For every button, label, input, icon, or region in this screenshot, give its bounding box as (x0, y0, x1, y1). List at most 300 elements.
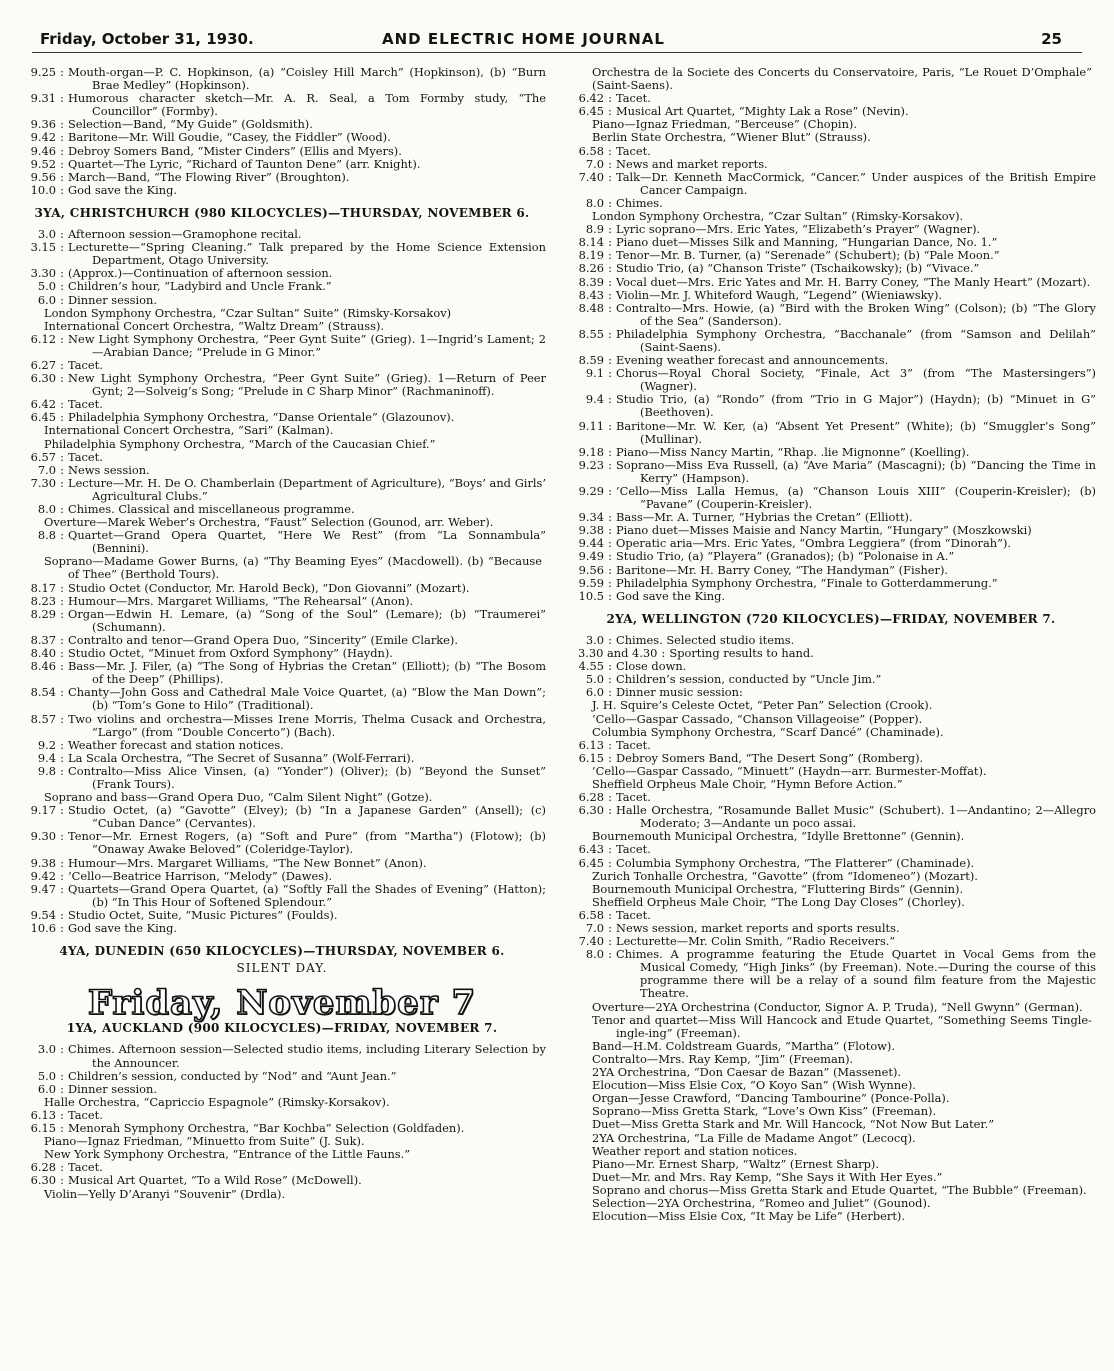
entry-text: Tenor—Mr. Ernest Rogers, (a) “Soft and Pure” (from “Martha”) (Flotow); (b) “Onaway Awake Beloved” (Coleridge-Taylor). (68, 829, 546, 857)
entry-text: Halle Orchestra, “Rosamunde Ballet Music” (Schubert). 1—Andantino; 2—Allegro Moderato; 3—Andante un poco assai. (616, 803, 1096, 831)
entry-time: 6.13 (578, 737, 604, 752)
entry-time: 8.8 (37, 528, 56, 543)
time-separator: : (60, 156, 64, 171)
entry-time: 9.30 (30, 829, 56, 844)
entry-time: 9.56 (30, 169, 56, 184)
entry-text: Studio Octet, (a) “Gavotte” (Elvey); (b) “In a Japanese Garden” (Ansell); (c) “Cuban Dance” (Cervantes). (68, 803, 546, 831)
entry-time: 6.30 (30, 371, 56, 386)
entry-continuation: London Symphony Orchestra, “Czar Sultan” (Rimsky-Korsakov). (592, 209, 964, 224)
time-separator: : (608, 169, 612, 184)
entry-time: 3.0 (37, 1042, 56, 1057)
entry-text: Chimes. Selected studio items. (616, 632, 795, 647)
entry-text: Lyric soprano—Mrs. Eric Yates, “Elizabeth’s Prayer” (Wagner). (616, 222, 981, 237)
entry-time: 8.23 (30, 593, 56, 608)
entry-text: Studio Trio, (a) “Rondo” (from “Trio in G Major”) (Haydn); (b) “Minuet in G” (Beethoven). (616, 392, 1096, 420)
time-separator: : (60, 803, 64, 818)
entry-time: 8.43 (578, 287, 604, 302)
entry-text: Talk—Dr. Kenneth MacCormick, “Cancer.” Under auspices of the British Empire Cancer Campaign. (616, 169, 1096, 197)
programme-entry (18, 294, 546, 307)
entry-text: Baritone—Mr. H. Barry Coney, “The Handyman” (Fisher). (616, 562, 949, 577)
entry-time: 6.42 (30, 397, 56, 412)
entry-continuation: New York Symphony Orchestra, “Entrance of the Little Fauns.” (44, 1147, 411, 1162)
entry-text: Studio Octet, Suite, “Music Pictures” (Foulds). (68, 907, 338, 922)
time-separator: : (60, 711, 64, 726)
entry-time: 10.0 (30, 182, 56, 197)
time-separator: : (60, 279, 64, 294)
time-separator: : (60, 763, 64, 778)
entry-continuation: Soprano—Miss Gretta Stark, “Love’s Own Kiss” (Freeman). (592, 1104, 937, 1119)
programme-entry (18, 529, 546, 555)
entry-time: 5.0 (585, 672, 604, 687)
time-separator: : (60, 921, 64, 935)
entry-time: 6.45 (578, 104, 604, 119)
time-separator: : (60, 1121, 64, 1136)
entry-continuation: Halle Orchestra, “Capriccio Espagnole” (Rimsky-Korsakov). (44, 1094, 390, 1109)
entry-text: Evening weather forecast and announcements. (616, 353, 889, 368)
programme-entry (566, 550, 1096, 563)
entry-continuation: Soprano—Madame Gower Burns, (a) “Thy Beaming Eyes” (Macdowell). (b) “Because of Thee” (Berthold Tours). (44, 554, 542, 582)
entry-text: Piano—Miss Nancy Martin, “Rhap. .lie Mignonne” (Koelling). (616, 444, 970, 459)
time-separator: : (608, 287, 612, 302)
entry-text: Children’s hour, “Ladybird and Uncle Frank.” (68, 279, 332, 294)
entry-continuation: Band—H.M. Coldstream Guards, “Martha” (Flotow). (592, 1038, 895, 1053)
entry-time: 8.9 (585, 222, 604, 237)
programme-entry (566, 804, 1096, 830)
entry-time: 6.28 (30, 1160, 56, 1175)
entry-text: God save the King. (616, 588, 725, 603)
entry-text: Soprano—Miss Eva Russell, (a) “Ave Maria” (Mascagni); (b) “Dancing the Time in Kerry” (Hampson). (616, 457, 1096, 485)
entry-time: 3.0 (585, 632, 604, 647)
programme-entry (18, 830, 546, 856)
time-separator: : (60, 169, 64, 184)
entry-continuation: Soprano and chorus—Miss Gretta Stark and Etude Quartet, “The Bubble” (Freeman). (592, 1182, 1087, 1197)
entry-continuation: Sheffield Orpheus Male Choir, “The Long Day Closes” (Chorley). (592, 894, 965, 909)
time-separator: : (608, 235, 612, 250)
entry-text: Contralto—Miss Alice Vinsen, (a) “Yonder”) (Oliver); (b) “Beyond the Sunset” (Frank Tours). (68, 763, 546, 791)
time-separator: : (661, 646, 666, 661)
time-separator: : (608, 588, 612, 603)
time-separator: : (608, 549, 612, 564)
programme-entry (566, 420, 1096, 446)
entry-time: 8.17 (30, 580, 56, 595)
programme-entry (18, 713, 546, 739)
time-separator: : (608, 659, 612, 674)
programme-entry (18, 241, 546, 267)
programme-entry (566, 276, 1096, 289)
time-separator: : (608, 934, 612, 949)
entry-text: Contralto and tenor—Grand Opera Duo, “Sincerity” (Emile Clarke). (68, 632, 458, 647)
programme-entry (18, 686, 546, 712)
programme-entry (566, 577, 1096, 590)
programme-entry (18, 739, 546, 752)
entry-time: 8.26 (578, 261, 604, 276)
entry-text: Lecturette—Mr. Colin Smith, “Radio Receivers.” (616, 934, 896, 949)
entry-time: 9.42 (30, 130, 56, 145)
entry-continuation: Overture—2YA Orchestrina (Conductor, Signor A. P. Truda), “Nell Gwynn” (German). (592, 999, 1083, 1014)
entry-continuation: Orchestra de la Societe des Concerts du Conservatoire, Paris, “Le Rouet D’Omphale” (Saint-Saens). (592, 65, 1092, 93)
time-separator: : (608, 947, 612, 962)
entry-time: 9.18 (578, 444, 604, 459)
programme-entry (566, 590, 1096, 603)
entry-continuation: Weather report and station notices. (592, 1143, 798, 1158)
page-number: 25 (1041, 30, 1062, 48)
time-separator: : (60, 750, 64, 765)
time-separator: : (608, 143, 612, 158)
entry-text: God save the King. (68, 921, 177, 935)
entry-text: Debroy Somers Band, “The Desert Song” (Romberg). (616, 750, 924, 765)
time-separator: : (60, 371, 64, 386)
entry-text: Afternoon session—Gramophone recital. (68, 227, 302, 242)
entry-time: 9.54 (30, 907, 56, 922)
programme-entry (18, 922, 546, 935)
time-separator: : (608, 803, 612, 818)
entry-time: 9.59 (578, 575, 604, 590)
entry-time: 6.12 (30, 331, 56, 346)
time-separator: : (608, 91, 612, 106)
time-separator: : (608, 222, 612, 237)
entry-text: Weather forecast and station notices. (68, 737, 284, 752)
programme-entry (18, 131, 546, 144)
entry-text: Studio Trio, (a) “Chanson Triste” (Tschaikowsky); (b) “Vivace.” (616, 261, 980, 276)
time-separator: : (60, 881, 64, 896)
programme-entry (18, 1083, 546, 1096)
programme-entry (18, 870, 546, 883)
time-separator: : (608, 261, 612, 276)
entry-text: Chimes. A programme featuring the Etude Quartet in Vocal Gems from the Musical Comedy, “High Jinks” (by Freeman). Note.—During the course of this programme there will be a relay of a sound film feature from the Majestic Theatre. (616, 947, 1096, 1001)
entry-time: 9.42 (30, 868, 56, 883)
time-separator: : (608, 737, 612, 752)
entry-text: Tacet. (68, 397, 103, 412)
entry-text: Bass—Mr. J. Filer, (a) “The Song of Hybrias the Cretan” (Elliott); (b) “The Bosom of the Deep” (Phillips). (68, 659, 546, 687)
entry-text: Debroy Somers Band, “Mister Cinders” (Ellis and Myers). (68, 143, 402, 158)
programme-entry (18, 608, 546, 634)
entry-time: 9.34 (578, 510, 604, 525)
time-separator: : (608, 366, 612, 381)
entry-time: 3.15 (30, 240, 56, 255)
entry-text: Chimes. Afternoon session—Selected studio items, including Literary Selection by the Announcer. (68, 1042, 546, 1070)
station-heading: 2YA, WELLINGTON (720 KILOCYCLES)—FRIDAY, NOVEMBER 7. (606, 611, 1056, 626)
time-separator: : (608, 326, 612, 341)
programme-entry (18, 752, 546, 765)
entry-continuation: Sheffield Orpheus Male Choir, “Hymn Before Action.” (592, 776, 903, 791)
programme-entry (566, 459, 1096, 485)
entry-time: 9.38 (578, 523, 604, 538)
entry-text: New Light Symphony Orchestra, “Peer Gynt Suite” (Grieg). 1—Ingrid’s Lament; 2—Arabian Dance; “Prelude in G Minor.” (68, 331, 546, 359)
entry-time: 8.29 (30, 606, 56, 621)
time-separator: : (60, 65, 64, 79)
entry-continuation: Selection—2YA Orchestrina, “Romeo and Juliet” (Gounod). (592, 1195, 931, 1210)
entry-time: 8.39 (578, 274, 604, 289)
entry-time: 5.0 (37, 279, 56, 294)
page-header (32, 24, 1082, 53)
station-heading: 1YA, AUCKLAND (900 KILOCYCLES)—FRIDAY, NOVEMBER 7. (66, 1021, 498, 1036)
programme-entry (18, 883, 546, 909)
time-separator: : (60, 868, 64, 883)
entry-text: Studio Trio, (a) “Playera” (Granados); (b) “Polonaise in A.” (616, 549, 955, 564)
entry-text: Chorus—Royal Choral Society, “Finale, Act 3” (from “The Mastersingers”) (Wagner). (616, 366, 1096, 394)
entry-text: Bass—Mr. A. Turner, “Hybrias the Cretan” (Elliott). (616, 510, 913, 525)
entry-time: 6.13 (30, 1107, 56, 1122)
entry-continuation: Philadelphia Symphony Orchestra, “March of the Caucasian Chief.” (44, 436, 436, 451)
time-separator: : (608, 842, 612, 857)
programme-entry (18, 145, 546, 158)
time-separator: : (60, 580, 64, 595)
entry-time: 7.40 (578, 169, 604, 184)
entry-time: 9.11 (578, 418, 604, 433)
entry-text: ’Cello—Beatrice Harrison, “Melody” (Dawes). (68, 868, 333, 883)
programme-entry (566, 393, 1096, 419)
programme-entry (18, 595, 546, 608)
entry-time: 7.30 (30, 475, 56, 490)
entry-text: Studio Octet (Conductor, Mr. Harold Beck), “Don Giovanni” (Mozart). (68, 580, 470, 595)
entry-time: 10.6 (30, 921, 56, 935)
entry-text: Tacet. (68, 1107, 103, 1122)
entry-time: 6.15 (30, 1121, 56, 1136)
programme-entry (18, 184, 546, 197)
programme-entry (566, 752, 1096, 765)
entry-time: 8.0 (585, 947, 604, 962)
programme-entry (18, 372, 546, 398)
time-separator: : (608, 790, 612, 805)
entry-text: Musical Art Quartet, “To a Wild Rose” (McDowell). (68, 1173, 362, 1188)
entry-time: 8.37 (30, 632, 56, 647)
time-separator: : (608, 104, 612, 119)
entry-continuation: Duet—Mr. and Mrs. Ray Kemp, “She Says it With Her Eyes.” (592, 1169, 943, 1184)
time-separator: : (60, 357, 64, 372)
entry-text: Tacet. (68, 449, 103, 464)
entry-time: 6.0 (585, 685, 604, 700)
entry-time: 6.0 (37, 292, 56, 307)
time-separator: : (608, 907, 612, 922)
time-separator: : (60, 646, 64, 661)
time-separator: : (608, 274, 612, 289)
entry-continuation: Contralto—Mrs. Ray Kemp, “Jim” (Freeman). (592, 1051, 854, 1066)
time-separator: : (608, 457, 612, 472)
entry-text: Piano duet—Misses Silk and Manning, “Hungarian Dance, No. 1.” (616, 235, 998, 250)
entry-text: Studio Octet, “Minuet from Oxford Symphony” (Haydn). (68, 646, 393, 661)
entry-time: 7.40 (578, 934, 604, 949)
time-separator: : (608, 921, 612, 935)
programme-entry (18, 451, 546, 464)
header-title: AND ELECTRIC HOME JOURNAL (382, 30, 665, 48)
entry-text: Lecture—Mr. H. De O. Chamberlain (Department of Agriculture), “Boys’ and Girls’ Agricultural Clubs.” (68, 475, 546, 503)
entry-text: Tacet. (616, 143, 651, 158)
entry-text: Close down. (616, 659, 687, 674)
entry-continuation: Piano—Ignaz Friedman, “Berceuse” (Chopin). (592, 117, 857, 132)
entry-time: 9.17 (30, 803, 56, 818)
programme-entry (18, 857, 546, 870)
entry-time: 3.30 and 4.30 (578, 646, 658, 661)
programme-entry (18, 477, 546, 503)
programme-entry (18, 66, 546, 92)
time-separator: : (60, 632, 64, 647)
programme-entry (18, 464, 546, 477)
time-separator: : (608, 300, 612, 315)
left-column (18, 66, 546, 1201)
entry-continuation: Berlin State Orchestra, “Wiener Blut” (Strauss). (592, 130, 871, 145)
programme-entry (566, 857, 1096, 870)
programme-entry (566, 262, 1096, 275)
entry-text: Philadelphia Symphony Orchestra, “Danse Orientale” (Glazounov). (68, 410, 455, 425)
entry-text: Children’s session, conducted by “Uncle Jim.” (616, 672, 882, 687)
entry-continuation: Columbia Symphony Orchestra, “Scarf Dancé” (Chaminade). (592, 724, 944, 739)
time-separator: : (608, 685, 612, 700)
entry-time: 9.1 (585, 366, 604, 381)
time-separator: : (608, 444, 612, 459)
programme-entry (18, 158, 546, 171)
entry-time: 8.46 (30, 659, 56, 674)
entry-text: Quartet—Grand Opera Quartet, “Here We Rest” (from “La Sonnambula” (Bennini). (68, 528, 546, 556)
programme-entry (566, 328, 1096, 354)
time-separator: : (608, 632, 612, 647)
entry-time: 8.48 (578, 300, 604, 315)
entry-text: Tacet. (68, 1160, 103, 1175)
time-separator: : (60, 266, 64, 281)
entry-time: 8.40 (30, 646, 56, 661)
entry-text: Contralto—Mrs. Howie, (a) “Bird with the Broken Wing” (Colson); (b) “The Glory of the Sea” (Sanderson). (616, 300, 1096, 328)
entry-text: Humour—Mrs. Margaret Williams, “The New Bonnet” (Anon). (68, 855, 427, 870)
time-separator: : (60, 659, 64, 674)
programme-entry (566, 485, 1096, 511)
time-separator: : (60, 1042, 64, 1057)
programme-entry (566, 446, 1096, 459)
entry-text: Dinner session. (68, 1081, 157, 1096)
entry-time: 9.44 (578, 536, 604, 551)
time-separator: : (608, 195, 612, 210)
entry-continuation: Piano—Mr. Ernest Sharp, “Waltz” (Ernest Sharp). (592, 1156, 879, 1171)
entry-text: Menorah Symphony Orchestra, “Bar Kochba” Selection (Goldfaden). (68, 1121, 465, 1136)
entry-continuation: Elocution—Miss Elsie Cox, “It May be Life” (Herbert). (592, 1209, 905, 1224)
entry-continuation: International Concert Orchestra, “Waltz Dream” (Strauss). (44, 318, 385, 333)
entry-time: 4.55 (578, 659, 604, 674)
entry-text: Violin—Mr. J. Whiteford Waugh, “Legend” (Wieniawsky). (616, 287, 943, 302)
programme-entry (566, 843, 1096, 856)
time-separator: : (608, 750, 612, 765)
entry-text: Piano duet—Misses Maisie and Nancy Martin, “Hungary” (Moszkowski) (616, 523, 1032, 538)
time-separator: : (60, 449, 64, 464)
entry-time: 9.46 (30, 143, 56, 158)
entry-time: 6.45 (578, 855, 604, 870)
entry-text: Vocal duet—Mrs. Eric Yates and Mr. H. Barry Coney, “The Manly Heart” (Mozart). (616, 274, 1091, 289)
entry-time: 6.57 (30, 449, 56, 464)
time-separator: : (60, 130, 64, 145)
entry-time: 8.54 (30, 685, 56, 700)
entry-continuation: Elocution—Miss Elsie Cox, “O Koyo San” (Wish Wynne). (592, 1078, 916, 1093)
entry-time: 9.31 (30, 91, 56, 106)
day-heading: Friday, November 7 (87, 983, 477, 1024)
entry-time: 7.0 (585, 156, 604, 171)
programme-entry (566, 948, 1096, 1000)
entry-continuation: Soprano and bass—Grand Opera Duo, “Calm Silent Night” (Gotze). (44, 790, 433, 805)
entry-time: 9.29 (578, 484, 604, 498)
entry-continuation: ’Cello—Gaspar Cassado, “Chanson Villageoise” (Popper). (592, 711, 923, 726)
entry-text: News session. (68, 462, 150, 477)
entry-text: Humour—Mrs. Margaret Williams, “The Rehearsal” (Anon). (68, 593, 414, 608)
time-separator: : (60, 143, 64, 158)
entry-text: Philadelphia Symphony Orchestra, “Bacchanale” (from “Samson and Delilah” (Saint-Saens). (616, 326, 1096, 354)
programme-entry (18, 333, 546, 359)
entry-text: Chimes. Classical and miscellaneous programme. (68, 502, 355, 516)
entry-time: 9.56 (578, 562, 604, 577)
time-separator: : (608, 575, 612, 590)
programme-entry (18, 804, 546, 830)
programme-entry (18, 280, 546, 293)
entry-time: 7.0 (37, 462, 56, 477)
programme-entry (566, 564, 1096, 577)
entry-text: ’Cello—Miss Lalla Hemus, (a) “Chanson Louis XIII” (Couperin-Kreisler); (b) “Pavane” (Couperin-Kreisler). (616, 484, 1096, 512)
time-separator: : (608, 523, 612, 538)
time-separator: : (60, 855, 64, 870)
entry-time: 3.30 (30, 266, 56, 281)
entry-text: Columbia Symphony Orchestra, “The Flatterer” (Chaminade). (616, 855, 975, 870)
programme-entry (18, 1070, 546, 1083)
entry-text: News and market reports. (616, 156, 768, 171)
programme-entry (566, 739, 1096, 752)
entry-time: 9.4 (585, 392, 604, 407)
entry-text: Chimes. (616, 195, 663, 210)
entry-text: Tacet. (616, 907, 651, 922)
entry-text: Two violins and orchestra—Misses Irene Morris, Thelma Cusack and Orchestra, “Largo” (from “Double Concerto”) (Bach). (68, 711, 546, 739)
entry-continuation: 2YA Orchestrina, “Don Caesar de Bazan” (Massenet). (592, 1065, 902, 1080)
entry-time: 9.52 (30, 156, 56, 171)
time-separator: : (608, 353, 612, 368)
entry-time: 9.47 (30, 881, 56, 896)
time-separator: : (60, 397, 64, 412)
time-separator: : (60, 1107, 64, 1122)
station-heading: 3YA, CHRISTCHURCH (980 KILOCYCLES)—THURSDAY, NOVEMBER 6. (34, 205, 530, 220)
entry-text: March—Band, “The Flowing River” (Broughton). (68, 169, 350, 184)
time-separator: : (608, 484, 612, 498)
entry-text: Tacet. (616, 737, 651, 752)
programme-entry (566, 302, 1096, 328)
time-separator: : (60, 685, 64, 700)
entry-text: Chanty—John Goss and Cathedral Male Voice Quartet, (a) “Blow the Man Down”; (b) “Tom’s Gone to Hilo” (Traditional). (68, 685, 546, 713)
entry-continuation: ’Cello—Gaspar Cassado, “Minuett” (Haydn—arr. Burmester-Moffat). (592, 763, 987, 778)
entry-time: 9.25 (30, 65, 56, 79)
time-separator: : (60, 1068, 64, 1083)
time-separator: : (608, 562, 612, 577)
entry-time: 8.0 (37, 502, 56, 516)
time-separator: : (608, 156, 612, 171)
entry-time: 6.43 (578, 842, 604, 857)
entry-text: Baritone—Mr. Will Goudie, “Casey, the Fiddler” (Wood). (68, 130, 391, 145)
entry-time: 6.0 (37, 1081, 56, 1096)
time-separator: : (60, 117, 64, 132)
time-separator: : (60, 91, 64, 106)
entry-continuation: Tenor and quartet—Miss Will Hancock and Etude Quartet, “Something Seems Tingle-ingle-ing” (Freeman). (592, 1012, 1092, 1040)
entry-time: 6.45 (30, 410, 56, 425)
time-separator: : (60, 528, 64, 543)
time-separator: : (60, 292, 64, 307)
time-separator: : (608, 510, 612, 525)
time-separator: : (60, 1160, 64, 1175)
entry-time: 9.38 (30, 855, 56, 870)
entry-text: Tacet. (616, 790, 651, 805)
entry-text: God save the King. (68, 182, 177, 197)
entry-time: 8.55 (578, 326, 604, 341)
time-separator: : (608, 536, 612, 551)
entry-text: Operatic aria—Mrs. Eric Yates, “Ombra Leggiera” (from “Dinorah”). (616, 536, 1012, 551)
time-separator: : (60, 502, 64, 516)
entry-text: Tacet. (616, 842, 651, 857)
programme-entry (18, 171, 546, 184)
entry-text: Selection—Band, “My Guide” (Goldsmith). (68, 117, 313, 132)
time-separator: : (60, 829, 64, 844)
entry-time: 8.14 (578, 235, 604, 250)
entry-continuation: London Symphony Orchestra, “Czar Sultan” Suite” (Rimsky-Korsakov) (44, 305, 452, 320)
entry-continuation: International Concert Orchestra, “Sari” (Kalman). (44, 423, 334, 438)
time-separator: : (608, 392, 612, 407)
